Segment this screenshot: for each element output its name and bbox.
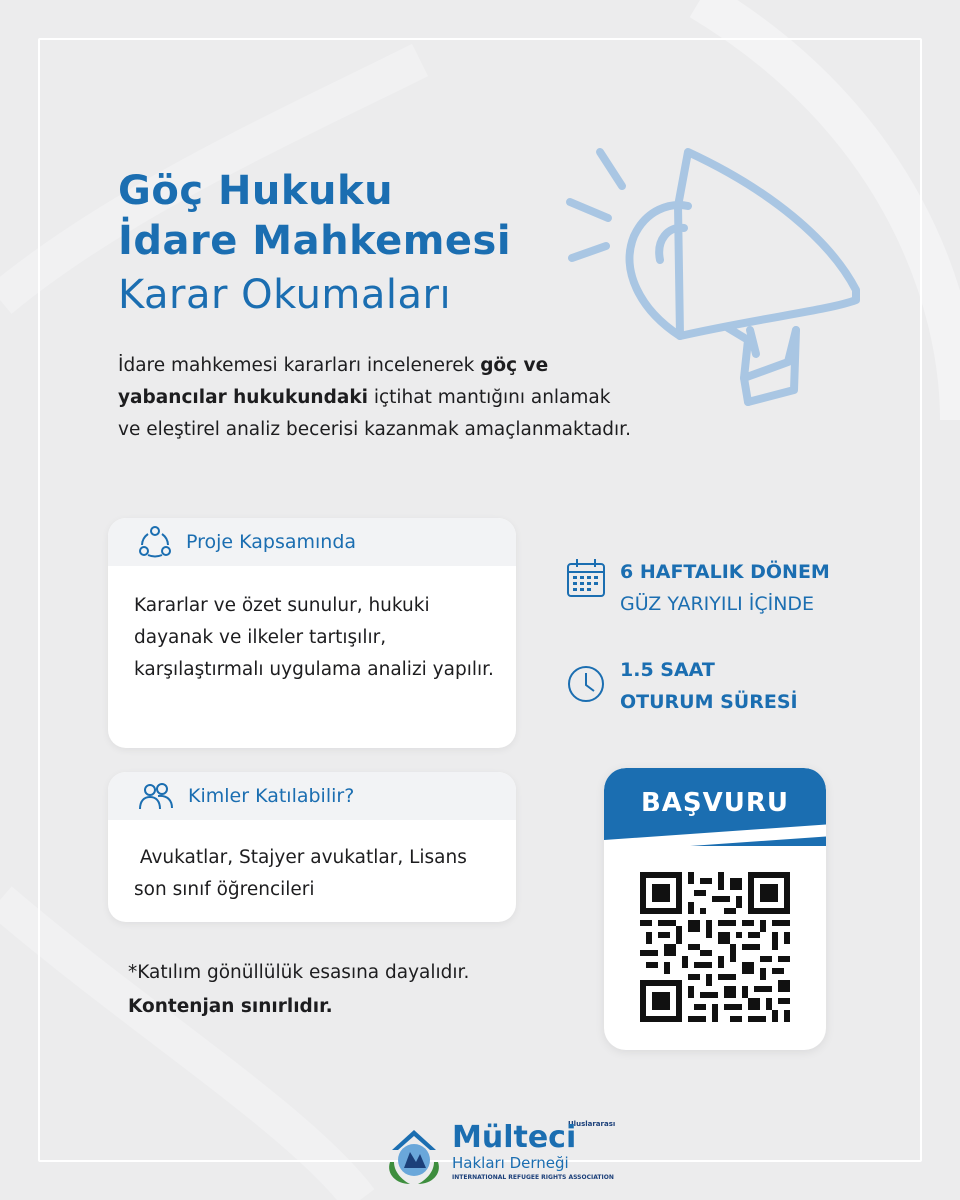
apply-card[interactable] bbox=[604, 768, 826, 1050]
period-line-1: 6 HAFTALIK DÖNEM bbox=[620, 561, 830, 583]
apply-banner[interactable] bbox=[604, 768, 826, 846]
period-info bbox=[566, 556, 830, 620]
calendar-icon bbox=[566, 556, 606, 600]
description-part-1: İdare mahkemesi kararları incelenerek bbox=[118, 355, 481, 376]
who-card-title: Kimler Katılabilir? bbox=[188, 785, 355, 807]
title-line-2: İdare Mahkemesi bbox=[118, 218, 512, 264]
description-bold: göç ve yabancılar hukukundaki bbox=[118, 355, 549, 408]
duration-line-2: OTURUM SÜRESİ bbox=[620, 691, 798, 713]
scope-card-body: Kararlar ve özet sunulur, hukuki dayanak ve ilkeler tartışılır, karşılaştırmalı uygulama analizi yapılır. bbox=[134, 595, 494, 680]
clock-icon bbox=[566, 664, 606, 704]
duration-info bbox=[566, 654, 798, 718]
note-voluntary: *Katılım gönüllülük esasına dayalıdır. bbox=[128, 962, 470, 983]
scope-card-title: Proje Kapsamında bbox=[186, 531, 357, 553]
qr-code-icon[interactable] bbox=[640, 872, 790, 1022]
description bbox=[118, 350, 638, 446]
title-line-3: Karar Okumaları bbox=[118, 272, 452, 318]
network-icon bbox=[138, 525, 172, 559]
logo-emblem bbox=[382, 1122, 446, 1186]
who-card-body: Avukatlar, Stajyer avukatlar, Lisans son sınıf öğrencileri bbox=[134, 847, 473, 900]
scope-card bbox=[108, 518, 516, 748]
period-line-2: GÜZ YARIYILI İÇİNDE bbox=[620, 593, 815, 615]
title-line-1: Göç Hukuku bbox=[118, 168, 394, 214]
logo-small-text: Uluslararası bbox=[568, 1120, 616, 1128]
description-part-2: içtihat mantığını anlamak ve eleştirel analiz becerisi kazanmak amaçlanmaktadır. bbox=[118, 387, 631, 440]
who-card bbox=[108, 772, 516, 922]
people-icon bbox=[138, 781, 174, 811]
logo-english: INTERNATIONAL REFUGEE RIGHTS ASSOCIATION bbox=[452, 1174, 614, 1181]
duration-line-1: 1.5 SAAT bbox=[620, 659, 715, 681]
scope-card-header bbox=[108, 518, 516, 566]
logo-subtitle: Hakları Derneği bbox=[452, 1154, 569, 1172]
logo-name: Mülteci bbox=[452, 1120, 577, 1155]
who-card-header bbox=[108, 772, 516, 820]
note-limited: Kontenjan sınırlıdır. bbox=[128, 996, 333, 1017]
apply-label[interactable]: BAŞVURU bbox=[640, 788, 790, 818]
